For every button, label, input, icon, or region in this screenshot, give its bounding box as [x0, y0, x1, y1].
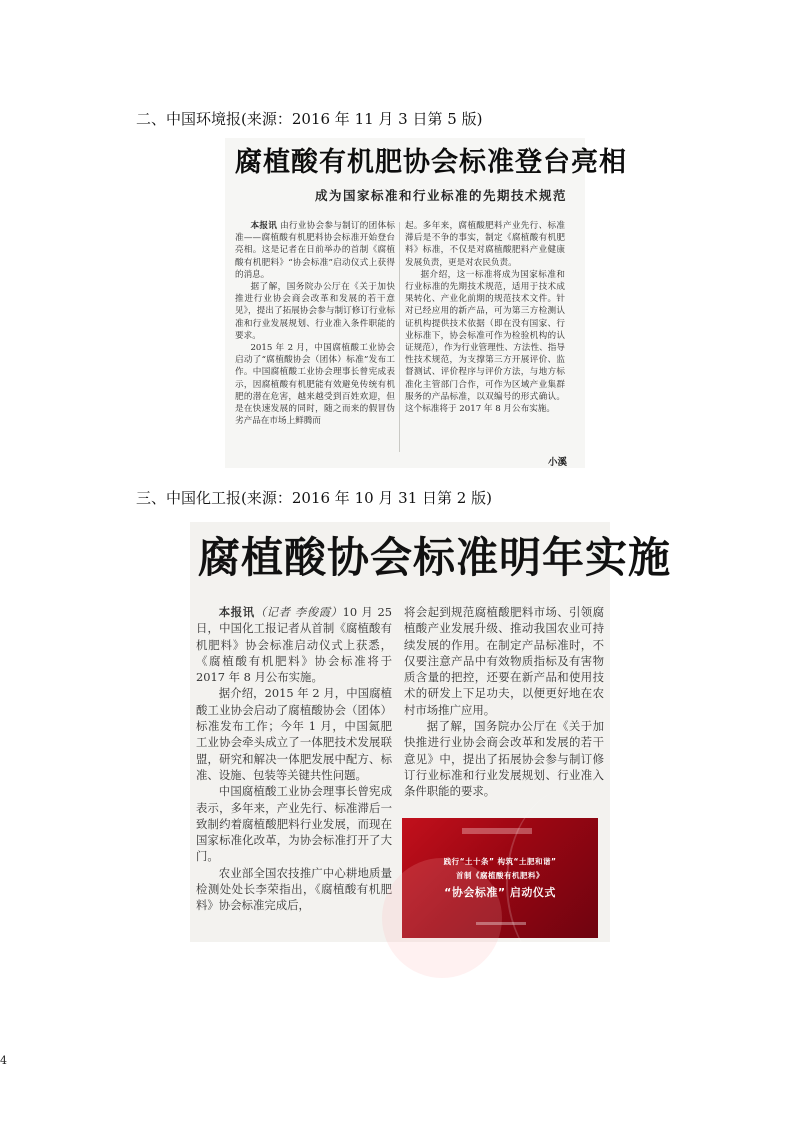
article-paragraph	[235, 220, 395, 281]
clipping-headline: 腐植酸有机肥协会标准登台亮相	[235, 147, 627, 178]
reporter-credit: （记者 李俊霞）	[254, 605, 343, 619]
photo-top-banner	[462, 828, 532, 834]
article-paragraph	[196, 604, 392, 685]
section-heading-environment-news: 二、中国环境报(来源：2016 年 11 月 3 日第 5 版)	[136, 110, 483, 128]
photo-decor-arc	[506, 788, 638, 978]
clipping-subheadline: 成为国家标准和行业标准的先期技术规范	[314, 188, 567, 203]
article-paragraph: 起。多年来，腐植酸肥料产业先行、标准滞后是不争的事实，制定《腐植酸有机肥料》标准，不仅是对腐植酸肥料产业健康发展负责，更是对农民负责。	[405, 221, 565, 268]
banner-text-line: 首制《腐植酸有机肥料》	[456, 871, 544, 880]
dateline: 本报讯	[218, 605, 255, 619]
article-column-left	[196, 604, 392, 936]
article-paragraph: 农业部全国农技推广中心耕地质量检测处处长李荣指出，《腐植酸有机肥料》协会标准完成后，	[196, 865, 392, 913]
banner-title: “协会标准” 启动仪式	[444, 886, 556, 899]
article-column-left	[235, 220, 395, 456]
paragraph-text: 由行业协会参与制订的团体标准——腐植酸有机肥料协会标准开始登台亮相。这是记者在日前举办的首制《腐植酸有机肥料》“协会标准”启动仪式上获得的消息。	[235, 221, 395, 280]
article-paragraph: 2015 年 2 月，中国腐植酸工业协会启动了“腐植酸协会（团体）标准”发布工作。中国腐植酸工业协会理事长曾宪成表示，因腐植酸有机肥能有效避免传统有机肥的潜在危害，越来越受到百姓欢迎，但是在快速发展的同时，随之而来的假冒伪劣产品在市场上鲜腾而	[235, 343, 395, 427]
photo-footer-strip	[476, 922, 526, 925]
dateline: 本报讯	[250, 221, 278, 231]
article-paragraph: 据介绍，这一标准将成为国家标准和行业标准的先期技术规范，适用于技术成果转化、产业化前期的规范技术文件。针对已经应用的新产品，可为第三方检测认证机构提供技术依据（即在没有国家、行业标准下，协会标准可作为检验机构的认证规范），作为行业管理性、方法性、指导性技术规范，为支撑第三方开展评价、监督测试、评价程序与评价方法，与地方标准化主管部门合作，可作为区域产业集群服务的产品标准，以双编号的形式确认。这个标准将于 2017 年 8 月公布实施。	[405, 269, 565, 415]
clipping-headline: 腐植酸协会标准明年实施	[198, 533, 672, 582]
launch-ceremony-photo	[402, 818, 598, 938]
article-column-right	[405, 220, 565, 456]
column-divider	[399, 222, 400, 452]
page-number: 4	[0, 1054, 7, 1067]
banner-text-line: 践行“土十条” 构筑“土肥和谐”	[443, 857, 557, 866]
newspaper-clipping-environment-news	[225, 138, 627, 468]
newspaper-clipping-chemical-news	[190, 522, 672, 942]
article-column-right	[404, 604, 604, 804]
article-paragraph: 将会起到规范腐植酸肥料市场、引领腐植酸产业发展升级、推动我国农业可持续发展的作用。在制定产品标准时，不仅要注意产品中有效物质指标及有害物质含量的把控，还要在新产品和使用技术的研发上下足功夫，以便更好地在农村市场推广应用。	[404, 605, 604, 717]
article-paragraph: 据了解，国务院办公厅在《关于加快推进行业协会商会改革和发展的若干意见》中，提出了拓展协会参与制订修订行业标准和行业发展规划、行业准入条件职能的要求。	[404, 719, 604, 799]
article-paragraph: 中国腐植酸工业协会理事长曾宪成表示，多年来，产业先行、标准滞后一致制约着腐植酸肥料行业发展，而现在国家标准化改革，为协会标准打开了大门。	[196, 784, 392, 864]
paragraph-text: 10 月 25 日，中国化工报记者从首制《腐植酸有机肥料》协会标准启动仪式上获悉，《腐植酸有机肥料》协会标准将于 2017 年 8 月公布实施。	[196, 605, 392, 685]
author-byline: 小溪	[547, 457, 567, 468]
article-paragraph: 据了解，国务院办公厅在《关于加快推进行业协会商会改革和发展的若干意见》，提出了拓展协会参与制订修订行业标准和行业发展规划、行业准入条件职能的要求。	[235, 282, 395, 341]
article-paragraph: 据介绍，2015 年 2 月，中国腐植酸工业协会启动了腐植酸协会（团体）标准发布工作；今年 1 月，中国氮肥工业协会牵头成立了一体肥技术发展联盟，研究和解决一体肥发展中配方、标准、设施、包装等关键共性问题。	[196, 686, 392, 782]
section-heading-chemical-news: 三、中国化工报(来源：2016 年 10 月 31 日第 2 版)	[136, 489, 492, 507]
